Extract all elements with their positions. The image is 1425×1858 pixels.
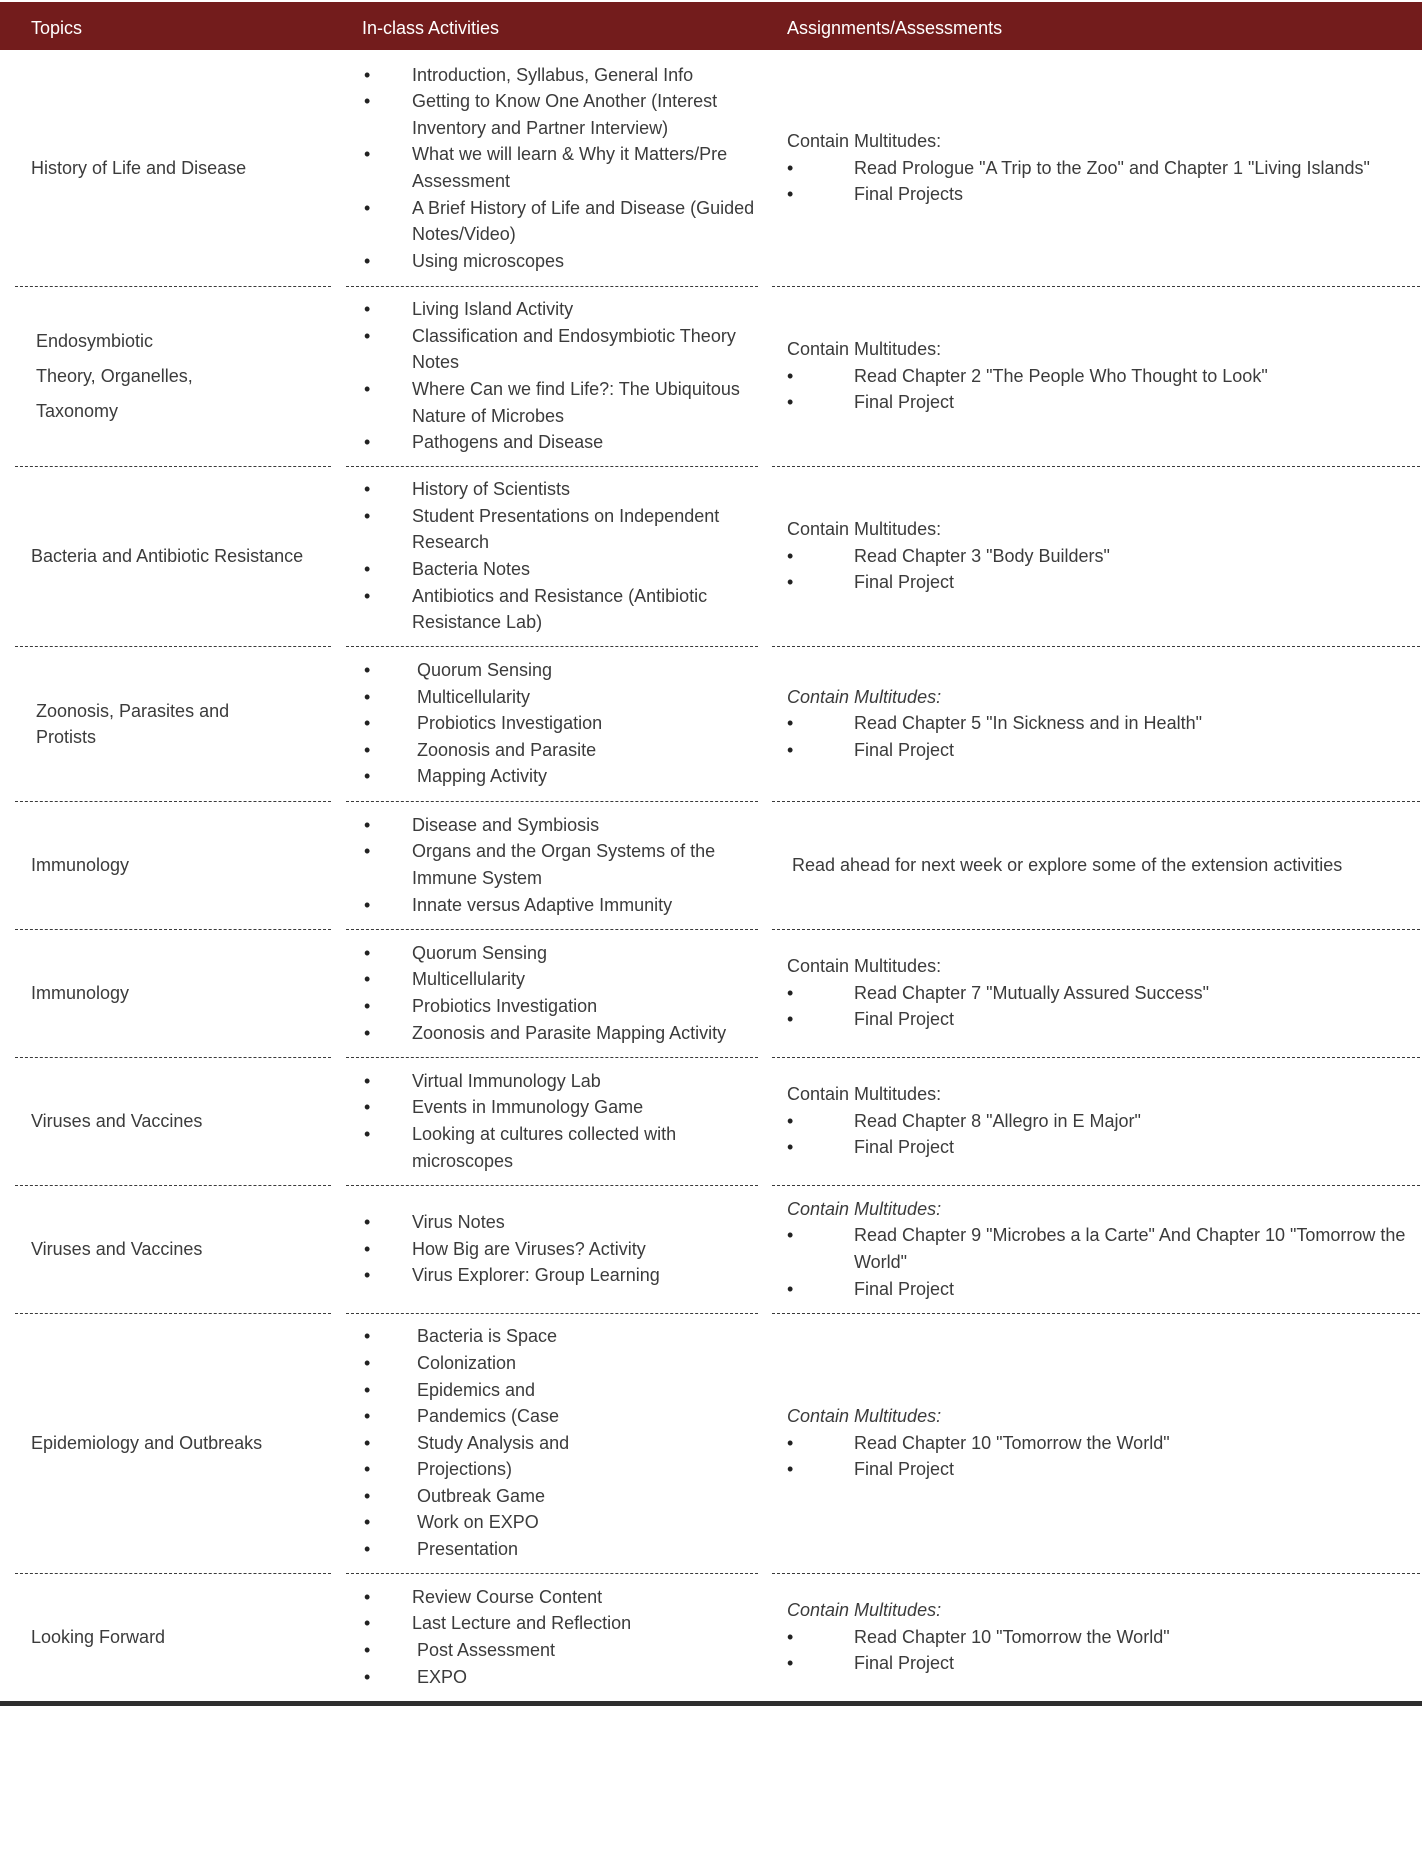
list-item: • Bacteria Notes: [412, 556, 758, 583]
activities-list: [345, 657, 770, 790]
list-item: • Organs and the Organ Systems of the Immune System: [412, 838, 758, 891]
assign-heading: Contain Multitudes:: [787, 519, 942, 540]
assignments-list: [787, 1222, 1408, 1302]
assign-heading: Contain Multitudes:: [787, 1406, 942, 1427]
table-bottom-rule: [0, 1701, 1422, 1706]
list-item: • Using microscopes: [412, 248, 758, 275]
assign-heading: Contain Multitudes:: [787, 956, 942, 977]
list-item: • Projections): [417, 1456, 758, 1483]
list-item: • Bacteria is Space: [417, 1323, 758, 1350]
list-item: • Read Chapter 10 "Tomorrow the World": [854, 1624, 1408, 1651]
assignments-list: [787, 710, 1408, 763]
syllabus-table: [0, 2, 1422, 1706]
list-item: • Zoonosis and Parasite Mapping Activity: [412, 1020, 758, 1047]
topic-cell: Viruses and Vaccines: [31, 1239, 203, 1259]
list-item: • Read Chapter 7 "Mutually Assured Success": [854, 980, 1408, 1007]
list-item: • Colonization: [417, 1350, 758, 1377]
table-row: [0, 1573, 1422, 1701]
list-item: • Final Project: [854, 1276, 1408, 1303]
assign-heading: Contain Multitudes:: [787, 1600, 942, 1621]
list-item: • Antibiotics and Resistance (Antibiotic Resistance Lab): [412, 583, 758, 636]
assignments-cell: [770, 1196, 1422, 1302]
list-item: • Study Analysis and: [417, 1430, 758, 1457]
table-row: [0, 286, 1422, 466]
assignments-cell: [770, 336, 1422, 416]
topic-cell: Zoonosis, Parasites and Protists: [36, 700, 230, 747]
header-assignments: Assignments/Assessments: [787, 18, 1003, 38]
list-item: • Final Project: [854, 1134, 1408, 1161]
list-item: • Living Island Activity: [412, 296, 758, 323]
list-item: • Pandemics (Case: [417, 1403, 758, 1430]
list-item: • Virus Notes: [412, 1209, 758, 1236]
list-item: • Read Chapter 9 "Microbes a la Carte" And Chapter 10 "Tomorrow the World": [854, 1222, 1408, 1275]
header-topics: Topics: [31, 18, 83, 38]
list-item: • Final Project: [854, 1650, 1408, 1677]
table-row: [0, 466, 1422, 646]
activities-list: [345, 1068, 770, 1174]
list-item: • Looking at cultures collected with microscopes: [412, 1121, 758, 1174]
topic-cell: History of Life and Disease: [31, 158, 247, 178]
list-item: • Innate versus Adaptive Immunity: [412, 892, 758, 919]
list-item: • Final Project: [854, 1456, 1408, 1483]
list-item: • Work on EXPO: [417, 1509, 758, 1536]
list-item: • Final Project: [854, 1006, 1408, 1033]
assignments-list: [787, 1624, 1408, 1677]
table-row: [0, 646, 1422, 801]
activities-list: [345, 296, 770, 456]
list-item: • Presentation: [417, 1536, 758, 1563]
list-item: • Pathogens and Disease: [412, 429, 758, 456]
list-item: • Post Assessment: [412, 1637, 758, 1664]
list-item: • Quorum Sensing: [417, 657, 758, 684]
topic-cell: Bacteria and Antibiotic Resistance: [31, 546, 304, 566]
list-item: • Epidemics and: [417, 1377, 758, 1404]
assignments-list: [787, 1108, 1408, 1161]
activities-list: [345, 940, 770, 1046]
assignments-cell: Read ahead for next week or explore some of the extension activities: [792, 854, 1343, 875]
assignments-cell: [770, 1597, 1422, 1677]
table-row: [0, 50, 1422, 286]
activities-list: [345, 1209, 770, 1289]
assignments-list: [787, 1430, 1408, 1483]
list-item: • Read Chapter 5 "In Sickness and in Health": [854, 710, 1408, 737]
list-item: • Zoonosis and Parasite: [417, 737, 758, 764]
list-item: • Multicellularity: [412, 966, 758, 993]
list-item: • History of Scientists: [412, 476, 758, 503]
list-item: • Events in Immunology Game: [412, 1094, 758, 1121]
assignments-cell: [770, 1403, 1422, 1483]
list-item: • Final Project: [854, 569, 1408, 596]
list-item: • Virtual Immunology Lab: [412, 1068, 758, 1095]
list-item: • Review Course Content: [412, 1584, 758, 1611]
activities-list: [345, 476, 770, 636]
list-item: • Outbreak Game: [417, 1483, 758, 1510]
list-item: • Read Chapter 10 "Tomorrow the World": [854, 1430, 1408, 1457]
assignments-cell: [770, 953, 1422, 1033]
topic-cell: Epidemiology and Outbreaks: [31, 1433, 263, 1453]
activities-list: [345, 812, 770, 918]
list-item: • Virus Explorer: Group Learning: [412, 1262, 758, 1289]
assignments-cell: [770, 1081, 1422, 1161]
list-item: • Multicellularity: [417, 684, 758, 711]
assignments-list: [787, 543, 1408, 596]
topic-cell: Looking Forward: [31, 1627, 166, 1647]
list-item: • Read Chapter 3 "Body Builders": [854, 543, 1408, 570]
list-item: • Quorum Sensing: [412, 940, 758, 967]
list-item: • Read Prologue "A Trip to the Zoo" and Chapter 1 "Living Islands": [854, 155, 1408, 182]
activities-list: [345, 62, 770, 275]
list-item: • What we will learn & Why it Matters/Pre Assessment: [412, 141, 758, 194]
assignments-cell: [770, 128, 1422, 208]
activities-list: [345, 1323, 770, 1562]
assignments-list: [787, 363, 1408, 416]
assign-heading: Contain Multitudes:: [787, 1198, 942, 1219]
list-item: • EXPO: [412, 1664, 758, 1691]
header-activities: In-class Activities: [362, 18, 500, 38]
topic-cell: Viruses and Vaccines: [31, 1111, 203, 1131]
assignments-cell: [770, 516, 1422, 596]
topic-cell: Endosymbiotic Theory, Organelles, Taxonomy: [36, 330, 193, 421]
table-row: [0, 1313, 1422, 1573]
table-header: [0, 2, 1422, 50]
list-item: • How Big are Viruses? Activity: [412, 1236, 758, 1263]
assign-heading: Contain Multitudes:: [787, 339, 942, 360]
list-item: • Student Presentations on Independent Research: [412, 503, 758, 556]
list-item: • Last Lecture and Reflection: [412, 1610, 758, 1637]
assign-heading: Contain Multitudes:: [787, 131, 942, 152]
list-item: • Read Chapter 8 "Allegro in E Major": [854, 1108, 1408, 1135]
list-item: • Getting to Know One Another (Interest Inventory and Partner Interview): [412, 88, 758, 141]
list-item: • Probiotics Investigation: [412, 993, 758, 1020]
table-row: [0, 929, 1422, 1057]
activities-list: [345, 1584, 770, 1690]
list-item: • Probiotics Investigation: [417, 710, 758, 737]
assign-heading: Contain Multitudes:: [787, 686, 942, 707]
assignments-list: [787, 980, 1408, 1033]
table-row: [0, 1185, 1422, 1313]
table-row: [0, 801, 1422, 929]
list-item: • Introduction, Syllabus, General Info: [412, 62, 758, 89]
topic-cell: Immunology: [31, 983, 130, 1003]
assignments-list: [787, 155, 1408, 208]
list-item: • Where Can we find Life?: The Ubiquitous Nature of Microbes: [412, 376, 758, 429]
list-item: • Final Project: [854, 737, 1408, 764]
assignments-cell: [770, 684, 1422, 764]
list-item: • A Brief History of Life and Disease (Guided Notes/Video): [412, 195, 758, 248]
list-item: • Classification and Endosymbiotic Theory Notes: [412, 323, 758, 376]
table-row: [0, 1057, 1422, 1185]
list-item: • Disease and Symbiosis: [412, 812, 758, 839]
list-item: • Final Projects: [854, 181, 1408, 208]
list-item: • Final Project: [854, 389, 1408, 416]
topic-cell: Immunology: [31, 855, 130, 875]
list-item: • Read Chapter 2 "The People Who Thought to Look": [854, 363, 1408, 390]
assign-heading: Contain Multitudes:: [787, 1084, 942, 1105]
list-item: • Mapping Activity: [417, 763, 758, 790]
